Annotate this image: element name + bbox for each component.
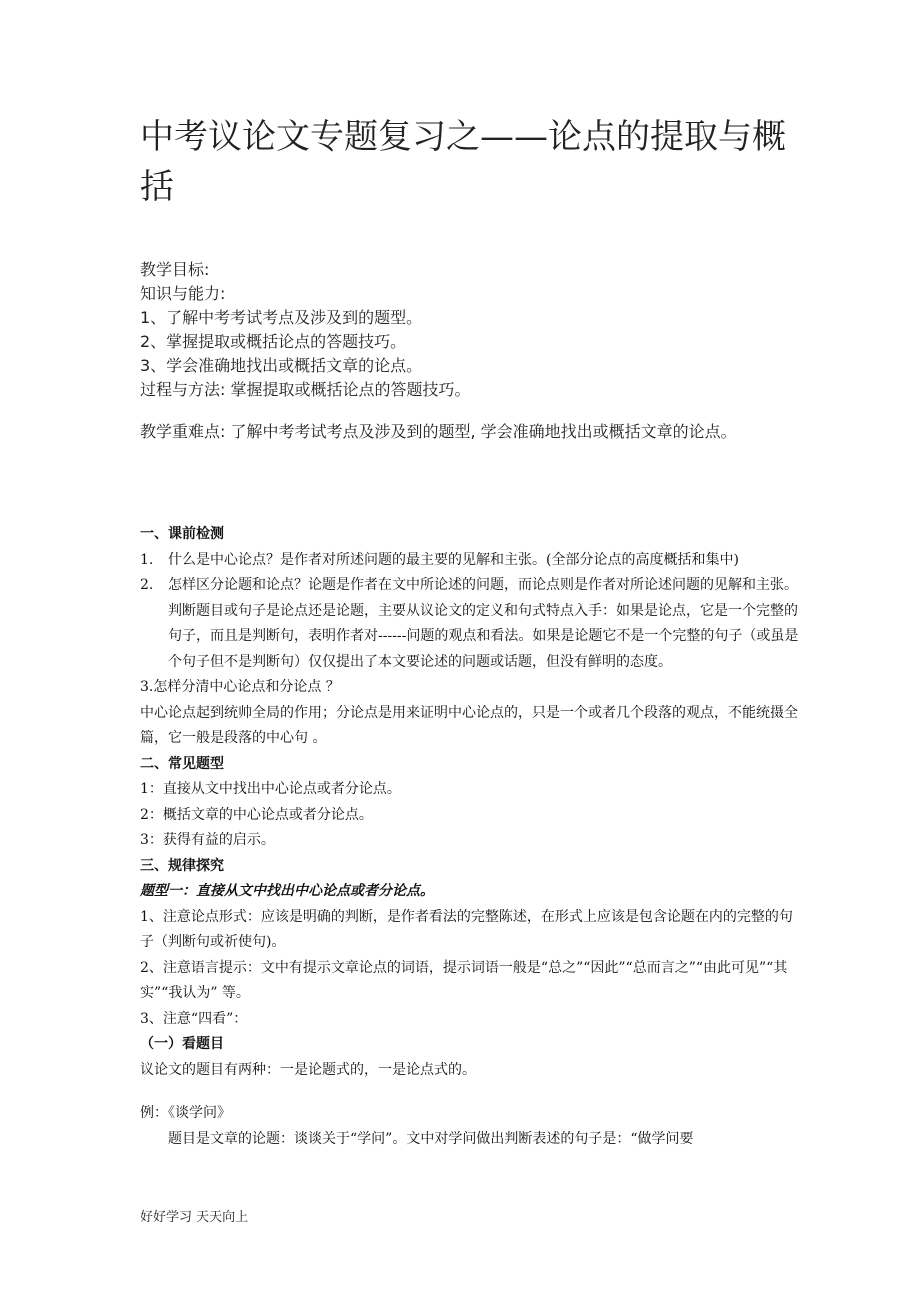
page-footer: 好好学习 天天向上 bbox=[140, 1210, 249, 1225]
rule-paragraph: 2、注意语言提示：文中有提示文章论点的词语，提示词语一般是“总之”“因此”“总而言之”“由此可见”“其实”“我认为” 等。 bbox=[140, 959, 788, 1001]
example-text: 题目是文章的论题：谈谈关于“学问”。文中对学问做出判断表述的句子是：“做学问要 bbox=[168, 1130, 694, 1147]
pre-check-list bbox=[140, 548, 800, 676]
section-heading: 二、常见题型 bbox=[140, 755, 224, 772]
question-3-answer: 中心论点起到统帅全局的作用；分论点是用来证明中心论点的，只是一个或者几个段落的观点，不能统摄全篇，它一般是段落的中心句 。 bbox=[140, 704, 798, 746]
goal-item: 3、学会准确地找出或概括文章的论点。 bbox=[140, 356, 423, 375]
type-item: 3：获得有益的启示。 bbox=[140, 832, 275, 848]
goal-item: 1、了解中考考试考点及涉及到的题型。 bbox=[140, 308, 423, 327]
example-label: 例：《谈学问》 bbox=[140, 1105, 231, 1121]
goal-item: 2、掌握提取或概括论点的答题技巧。 bbox=[140, 332, 407, 351]
list-text: 什么是中心论点？是作者对所述问题的最主要的见解和主张。(全部分论点的高度概括和集中) bbox=[168, 551, 739, 568]
rule-paragraph: 3、注意“四看”： bbox=[140, 1010, 248, 1027]
goals-heading: 教学目标: bbox=[140, 260, 210, 279]
look-heading: （一）看题目 bbox=[140, 1036, 224, 1052]
section-heading: 三、规律探究 bbox=[140, 857, 224, 874]
document-body bbox=[140, 522, 800, 1152]
sub-heading: 题型一：直接从文中找出中心论点或者分论点。 bbox=[140, 883, 434, 899]
type-item: 1：直接从文中找出中心论点或者分论点。 bbox=[140, 781, 401, 797]
list-item bbox=[140, 573, 800, 675]
list-text: 怎样区分论题和论点？论题是作者在文中所论述的问题，而论点则是作者对所论述问题的见解和主张。判断题目或句子是论点还是论题，主要从议论文的定义和句式特点入手：如果是论点，它是一个完整的句子，而且是判断句，表明作者对------问题的观点和看法。如果是论题它不是一个完整的句子（或虽是个句子但不是判断句）仅仅提出了本文要论述的问题或话题，但没有鲜明的态度。 bbox=[168, 577, 799, 670]
list-number: 1. bbox=[140, 551, 154, 568]
key-difficulty: 教学重难点: 了解中考考试考点及涉及到的题型, 学会准确地找出或概括文章的论点。 bbox=[140, 422, 737, 441]
list-item bbox=[140, 548, 800, 574]
teaching-goals bbox=[140, 258, 800, 444]
question-3: 3.怎样分清中心论点和分论点 ？ bbox=[140, 679, 340, 695]
rule-paragraph: 1、注意论点形式：应该是明确的判断，是作者看法的完整陈述，在形式上应该是包含论题在内的完整的句子（判断句或祈使句)。 bbox=[140, 908, 793, 950]
type-item: 2：概括文章的中心论点或者分论点。 bbox=[140, 806, 373, 823]
section-heading: 一、课前检测 bbox=[140, 526, 224, 542]
page-title: 中考议论文专题复习之——论点的提取与概括 bbox=[140, 117, 786, 207]
knowledge-heading: 知识与能力: bbox=[140, 284, 226, 303]
list-number: 2. bbox=[140, 577, 154, 593]
look-text: 议论文的题目有两种：一是论题式的，一是论点式的。 bbox=[140, 1061, 476, 1078]
process-method: 过程与方法: 掌握提取或概括论点的答题技巧。 bbox=[140, 380, 471, 399]
